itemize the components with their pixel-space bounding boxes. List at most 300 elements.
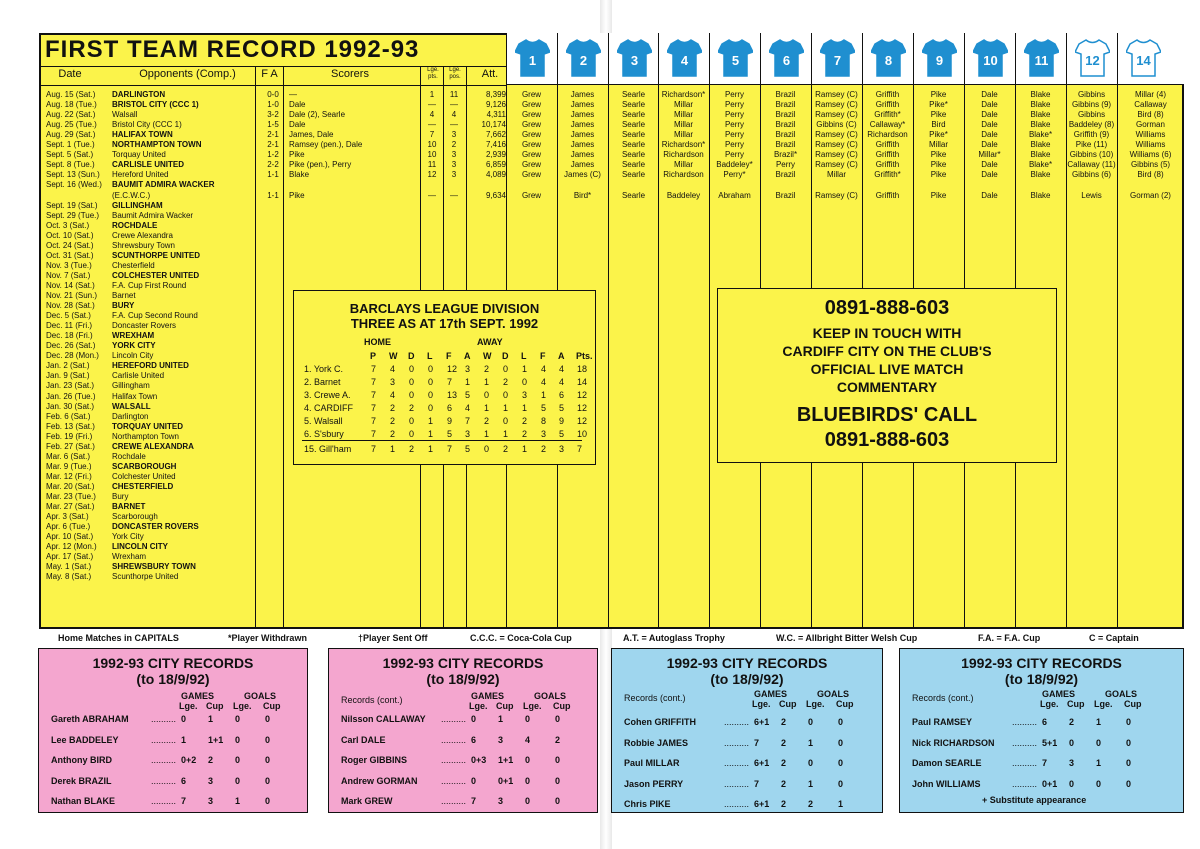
table-row [44,130,509,140]
table-row [44,191,509,201]
table-row [44,90,509,100]
fixture-date: Mar. 12 (Fri.) [46,471,92,481]
table-row [44,160,509,170]
league-value: 0 [409,377,415,387]
city-records-box [38,648,308,813]
records-subtitle: (to 18/9/92) [136,671,210,687]
player-cell: Searle [621,120,646,130]
records-title: 1992-93 CITY RECORDS [382,655,544,671]
player-cell: James (C) [564,170,601,180]
page-title: FIRST TEAM RECORD 1992-93 [45,36,420,63]
player-cell: Brazil [775,100,796,110]
call-line3: OFFICIAL LIVE MATCH [810,361,964,377]
league-value: 0 [503,364,509,374]
player-cell: Blake* [1028,160,1053,170]
record-value: 0 [265,714,271,724]
fixture-opponent: Scunthorpe United [112,572,179,582]
fixture-lge-pos: 11 [449,90,459,99]
league-col-header: L [521,351,527,361]
header-scorers: Scorers [331,68,369,80]
player-cell: Richardson [663,170,704,180]
record-value: 2 [781,758,787,768]
player-cell: Griffith [875,190,900,200]
player-cell: Pike [930,160,947,170]
record-player-name: Roger GIBBINS [341,755,408,765]
fixture-opponent: Wrexham [112,552,147,562]
fixture-opponent: WALSALL [112,401,151,411]
record-value: 0 [838,737,844,748]
player-cell: Griffith [875,150,900,160]
player-cell: Richardson* [661,140,706,150]
player-cell: Millar* [978,150,1001,160]
league-table-box [293,290,596,465]
record-value: 0 [808,717,814,727]
fixture-lge-pos: — [450,100,458,110]
player-cell: James [570,110,595,120]
player-cell: Searle [621,190,646,200]
fixture-date: Aug. 22 (Sat.) [46,110,96,120]
record-value: 1 [208,714,214,724]
fixture-date: May. 8 (Sat.) [46,572,92,582]
record-value: 2 [781,799,787,809]
record-value: 0 [1126,758,1132,768]
player-cell: Ramsey (C) [815,160,858,170]
league-value: 12 [577,416,588,426]
records-subtitle: (to 18/9/92) [426,671,500,687]
fixture-opponent: (E.C.W.C.) [112,190,151,200]
league-value: 4 [390,364,396,374]
fixture-date: Aug. 29 (Sat.) [46,130,96,140]
bluebirds-call-box [717,288,1057,463]
table-row [44,140,509,150]
fixture-opponent: Colchester United [112,471,176,481]
league-team: 5. Walsall [304,416,343,426]
record-value: 0 [525,714,531,724]
league-value: 7 [465,416,471,426]
league-col-header: Pts. [576,351,593,361]
fixture-date: Jan. 23 (Sat.) [46,381,95,391]
fixture-opponent: Halifax Town [112,391,158,401]
table-row [44,180,509,190]
player-cell: Millar [673,110,694,120]
table-row [44,502,509,512]
league-value: 4 [559,364,565,374]
fixture-opponent: Bury [112,492,129,501]
fixture-date: Mar. 6 (Sat.) [46,451,91,461]
league-value: 0 [503,416,509,426]
fixture-opponent: Northampton Town [112,431,179,441]
player-cell: Perry [724,150,745,160]
fixture-scorers: Pike (pen.), Perry [289,160,352,170]
league-team: 15. Gill'ham [304,444,352,454]
player-cell: Perry* [723,170,746,180]
player-cell: Richardson [663,150,704,160]
record-value: 0 [1069,778,1075,789]
fixture-lge-pos: 4 [451,110,457,120]
fixture-score: 2-1 [267,130,279,140]
record-dots: .......... [441,714,467,724]
fixture-lge-pos: 3 [451,170,457,180]
player-cell: Grew [521,160,542,170]
fixture-lge-pts: 11 [427,160,437,170]
player-cell: Grew [521,190,542,200]
shirt-number: 10 [983,53,998,68]
record-value: 2 [781,778,787,789]
player-cell: Brazil [775,90,796,99]
league-col-header: D [502,351,509,361]
fixture-opponent: Bristol City (CCC 1) [112,120,182,130]
league-value: 5 [465,390,471,400]
league-value: 0 [409,390,415,400]
league-value: 5 [559,429,565,439]
table-row [44,251,509,261]
record-dots: .......... [1012,717,1038,727]
record-value: 0 [1069,737,1075,748]
league-value: 0 [484,390,490,400]
fixture-scorers: Dale (2), Searle [289,110,346,120]
call-line4: COMMENTARY [836,379,938,395]
fixture-date: Jan. 9 (Sat.) [46,371,90,381]
records-goals-label: GOALS [534,691,567,701]
player-cell: James [570,130,595,140]
league-value: 4 [465,403,471,413]
record-dots: .......... [1012,778,1038,789]
player-cell: Callaway* [869,120,906,130]
records-col-label: Cup [1067,699,1085,709]
fixture-opponent: York City [112,532,144,542]
fixture-score: 2-1 [267,140,279,150]
legend-at: A.T. = Autoglass Trophy [623,633,725,643]
player-cell: Ramsey (C) [815,100,858,110]
fixture-date: Apr. 10 (Sat.) [46,532,94,542]
league-value: 12 [577,403,588,413]
fixture-opponent: Darlington [112,411,149,421]
fixture-opponent: SCARBOROUGH [112,461,177,471]
fixture-date: Mar. 20 (Sat.) [46,481,95,491]
fixture-score: 1-5 [267,120,279,130]
shirt-number: 12 [1085,53,1100,68]
fixture-date: Sept. 1 (Tue.) [46,140,95,150]
player-cell: Gibbins [1077,90,1106,99]
record-value: 7 [181,796,187,806]
record-value: 6 [1042,717,1048,727]
table-row [44,472,509,482]
player-cell: James [570,90,595,99]
record-value: 5+1 [1042,737,1058,748]
player-cell: Griffith* [874,170,901,180]
fixture-date: May. 1 (Sat.) [46,562,92,572]
record-dots: .......... [724,778,750,789]
player-cell: Blake [1030,110,1051,120]
record-value: 2 [1069,717,1075,727]
record-dots: .......... [441,755,467,765]
league-value: 2 [390,429,396,439]
shirt-header [863,33,913,85]
shirt-number: 3 [630,53,639,68]
record-dots: .......... [151,734,177,745]
record-dots: .......... [441,796,467,806]
player-cell: Griffith [875,90,900,99]
fixture-date: Sept. 5 (Sat.) [46,150,94,160]
fixture-opponent: SHREWSBURY TOWN [112,562,196,572]
record-value: 6+1 [754,799,770,809]
league-value: 4 [541,364,547,374]
record-value: 0+1 [1042,778,1058,789]
fixture-opponent: Rochdale [112,451,146,461]
league-value: 0 [428,390,434,400]
shirt-header [659,33,709,85]
league-value: 1 [484,429,490,439]
record-player-name: Chris PIKE [624,799,671,809]
fixture-date: Aug. 25 (Tue.) [46,120,97,130]
fixture-date: Apr. 3 (Sat.) [46,512,89,522]
league-value: 12 [577,390,588,400]
fixture-opponent: BRISTOL CITY (CCC 1) [112,100,199,110]
record-value: 0 [235,734,241,745]
player-cell: Gibbins (6) [1071,170,1112,180]
player-cell: Baddeley (8) [1068,120,1115,130]
record-value: 6 [471,734,477,745]
record-value: 2 [555,734,561,745]
league-value: 7 [447,444,453,454]
league-value: 4 [559,377,565,387]
fixture-opponent: Crewe Alexandra [112,230,173,240]
league-value: 1 [465,377,471,387]
player-cell: Dale [981,120,998,130]
fixture-date: Dec. 18 (Fri.) [46,331,93,341]
fixture-date: Oct. 3 (Sat.) [46,220,90,230]
league-value: 5 [559,403,565,413]
player-cell: Gibbins (5) [1130,160,1171,170]
player-cell: Gorman (2) [1130,190,1171,200]
records-goals-label: GOALS [244,691,277,701]
fixture-date: Nov. 7 (Sat.) [46,270,91,280]
fixture-date: Oct. 24 (Sat.) [46,240,94,250]
record-value: 0 [808,758,814,768]
player-cell: Callaway (11) [1067,160,1116,170]
player-cell: Perry [724,100,745,110]
record-value: 0 [235,714,241,724]
shirt-number: 14 [1136,53,1151,68]
player-cell: Brazil* [773,150,798,160]
league-value: 1 [428,429,434,439]
player-cell: Bird (8) [1137,110,1164,120]
record-value: 3 [498,734,504,745]
fixture-attendance: 2,939 [485,150,506,160]
records-games-label: GAMES [1042,689,1076,699]
player-cell: Gibbins (10) [1069,150,1114,160]
league-value: 0 [409,416,415,426]
table-row [44,231,509,241]
player-cell: Perry [724,90,745,99]
player-cell: Grew [521,110,542,120]
record-dots: .......... [1012,758,1038,768]
record-dots: .......... [151,775,177,786]
shirt-number: 7 [833,53,842,68]
shirt-icon [871,39,906,77]
fixture-scorers: Pike [289,150,305,160]
fixture-date: Nov. 14 (Sat.) [46,280,95,290]
player-cell: James [570,120,595,130]
player-cell: James [570,160,595,170]
player-cell: Gibbins (C) [816,120,857,130]
records-games-label: GAMES [471,691,505,701]
record-value: 0 [555,755,561,765]
shirt-icon [667,39,702,77]
record-value: 0+3 [471,755,487,765]
legend-withdrawn: *Player Withdrawn [228,633,307,643]
league-value: 8 [541,416,547,426]
record-value: 0 [235,755,241,765]
league-value: 4 [541,377,547,387]
league-value: 3 [465,364,471,374]
record-value: 1 [235,796,241,806]
fixture-opponent: BAUMIT ADMIRA WACKER [112,180,215,190]
header-date: Date [58,68,82,80]
league-value: 3 [541,429,547,439]
record-player-name: Damon SEARLE [912,758,982,768]
shirt-header [914,33,964,85]
league-col-header: P [370,351,377,361]
player-cell: Searle [621,90,646,99]
table-row [44,492,509,502]
league-value: 0 [428,377,434,387]
league-title-line1: BARCLAYS LEAGUE DIVISION [349,301,540,316]
fixture-date: Feb. 27 (Sat.) [46,441,95,451]
player-cell: Blake [1030,90,1051,99]
league-col-header: A [464,351,471,361]
player-cell: Brazil [775,140,796,150]
record-value: 1+1 [208,734,224,745]
player-cell: Searle [621,170,646,180]
league-value: 7 [371,377,377,387]
league-value: 7 [371,364,377,374]
fixture-lge-pos: — [450,120,458,130]
shirt-header [710,33,760,85]
player-cell: Ramsey (C) [815,130,858,140]
fixture-date: Dec. 5 (Sat.) [46,311,91,321]
fixture-lge-pos: 3 [451,150,457,160]
table-row [44,552,509,562]
player-cell: Blake [1030,190,1051,200]
shirt-header [558,33,608,85]
record-value: 0 [265,796,271,806]
table-row [44,532,509,542]
league-value: 0 [409,364,415,374]
league-col-header: W [389,351,398,361]
record-player-name: Paul RAMSEY [912,717,973,727]
player-cell: Millar (4) [1134,90,1167,99]
records-col-label: Cup [553,701,571,711]
fixture-lge-pts: 1 [429,90,435,99]
record-value: 0 [265,775,271,786]
record-value: 1 [181,734,187,745]
record-value: 2 [781,717,787,727]
record-value: 0 [1126,778,1132,789]
record-player-name: Nilsson CALLAWAY [341,714,426,724]
player-cell: Williams [1135,140,1166,150]
fixture-opponent: F.A. Cup Second Round [112,311,198,321]
record-dots: .......... [441,734,467,745]
fixture-opponent: Shrewsbury Town [112,240,175,250]
player-cell: Lewis [1081,190,1102,200]
player-cell: Gibbins [1077,110,1106,120]
record-value: 6+1 [754,758,770,768]
record-player-name: Cohen GRIFFITH [624,717,696,727]
league-col-header: W [483,351,492,361]
record-player-name: Andrew GORMAN [341,775,418,786]
league-value: 2 [390,403,396,413]
shirt-icon [973,39,1008,77]
record-dots: .......... [724,799,750,809]
fixture-date: Feb. 19 (Fri.) [46,431,93,441]
shirt-icon [820,39,855,77]
league-value: 1 [541,390,547,400]
league-value: 3 [465,429,471,439]
fixture-opponent: SCUNTHORPE UNITED [112,250,201,260]
league-value: 1 [522,403,528,413]
league-value: 6 [447,403,453,413]
fixture-date: Sept. 8 (Tue.) [46,160,95,170]
record-dots: .......... [151,796,177,806]
header-att: Att. [481,68,499,80]
table-row [44,261,509,271]
player-cell: Ramsey (C) [815,150,858,160]
fixture-opponent: BARNET [112,502,146,512]
legend-sent-off: †Player Sent Off [358,633,428,643]
fixture-opponent: BURY [112,301,135,311]
fixture-opponent: LINCOLN CITY [112,542,168,552]
league-value: 6 [559,390,565,400]
player-cell: Millar [673,120,694,130]
league-away-label: AWAY [477,337,503,347]
records-col-label: Cup [836,699,854,709]
player-cell: Dale [981,190,998,200]
record-value: 0 [181,714,187,724]
shirt-header [965,33,1015,85]
fixture-date: Oct. 10 (Sat.) [46,230,94,240]
league-home-label: HOME [364,337,391,347]
league-value: 1 [428,416,434,426]
league-value: 18 [577,364,588,374]
league-value: 10 [577,429,588,439]
player-cell: Dale [981,100,998,110]
fixture-attendance: 10,174 [481,120,506,130]
call-line1: KEEP IN TOUCH WITH [812,325,962,341]
records-col-label: Lge. [806,699,825,709]
record-value: 1 [1096,717,1102,727]
league-value: 5 [447,429,453,439]
player-cell: Grew [521,140,542,150]
record-value: 0+2 [181,755,197,765]
league-col-header: F [540,351,546,361]
player-cell: Grew [521,100,542,110]
player-cell: Blake [1030,120,1051,130]
records-col-label: Lge. [1094,699,1113,709]
record-value: 0+1 [498,775,514,786]
records-col-label: Lge. [233,701,252,711]
fixture-date: Mar. 27 (Sat.) [46,502,95,512]
table-row [44,241,509,251]
records-goals-label: GOALS [817,689,850,699]
record-value: 0 [838,717,844,727]
player-cell: Dale [981,160,998,170]
records-col-label: Cup [206,701,224,711]
player-cell: Dale [981,90,998,99]
player-cell: Millar [673,160,694,170]
record-value: 0 [525,775,531,786]
records-col-label: Lge. [469,701,488,711]
